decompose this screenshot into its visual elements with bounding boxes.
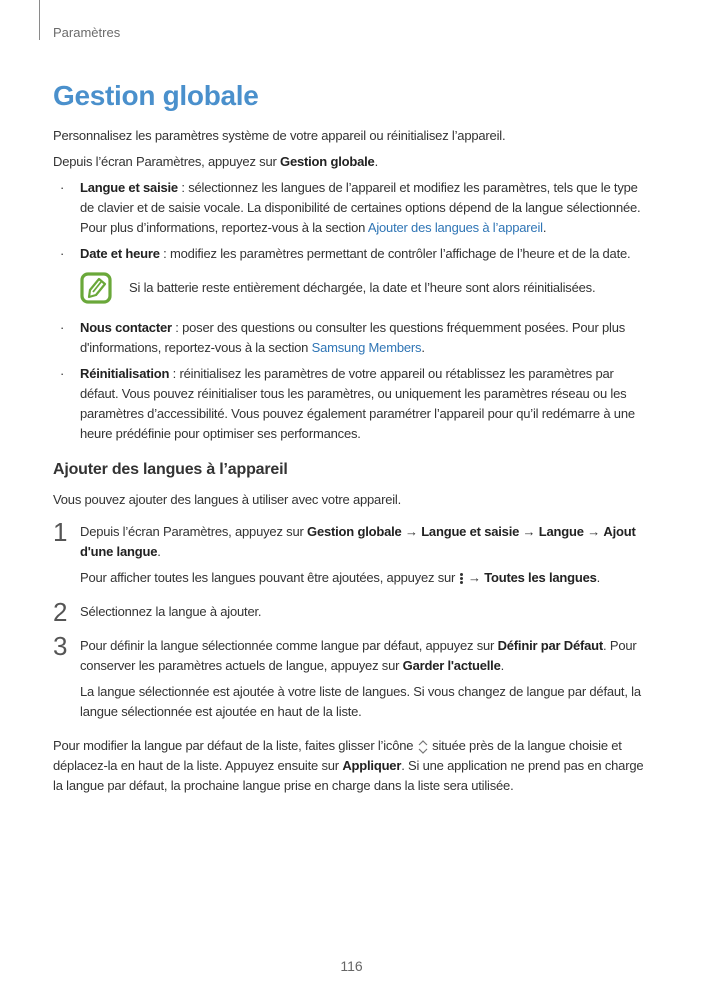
note-pencil-icon [80,272,112,304]
note-text: Si la batterie reste entièrement déchargée, la date et l’heure sont alors réinitialisées. [129,280,596,295]
link-samsung-members[interactable]: Samsung Members [311,340,422,355]
intro-line-2: Depuis l’écran Paramètres, appuyez sur Gestion globale. [53,154,378,169]
bullet-icon: · [60,180,65,195]
list-item-langue-saisie: · Langue et saisie : sélectionnez les langues de l’appareil et modifiez les paramètres, tels que le type de clavier et de saisie vocale. La disponibilité de certaines options dépend de la langue sélectionnée. Pour plus d’informations, reportez-vous à la section Ajouter des langues à l’appareil. [60,180,641,235]
bullet-icon: · [60,366,65,381]
bullet-icon: · [60,246,65,261]
page-content [53,126,653,802]
settings-list [53,178,653,264]
section-heading: Ajouter des langues à l’appareil [53,461,288,478]
step-number: 2 [53,597,68,627]
settings-list-2 [53,318,653,444]
intro-line-1: Personnalisez les paramètres système de votre appareil ou réinitialisez l’appareil. [53,128,506,143]
section-intro: Vous pouvez ajouter des langues à utiliser avec votre appareil. [53,492,402,507]
bullet-icon: · [60,320,65,335]
header-section-label: Paramètres [53,25,121,40]
page-number: 116 [340,958,363,974]
page-title: Gestion globale [53,80,259,111]
step-1: 1 Depuis l’écran Paramètres, appuyez sur Gestion globale → Langue et saisie → Langue → Ajout d'une langue. Pour afficher toutes les langues pouvant être ajoutées, appuyez sur → Toutes les langues. [53,517,636,585]
note-box [80,272,653,304]
section-outro: Pour modifier la langue par défaut de la liste, faites glisser l’icône située près de la langue choisie et déplacez-la en haut de la liste. Appuyez ensuite sur Appliquer. Si une application ne prend pas en charge la langue par défaut, la prochaine langue prise en charge dans la liste sera utilisée. [53,738,644,793]
list-item-date-heure: · Date et heure : modifiez les paramètres permettant de contrôler l’affichage de l’heure et de la date. [53,244,653,264]
menu-ref: Gestion globale [280,154,375,169]
link-ajouter-langues[interactable]: Ajouter des langues à l’appareil [367,220,543,235]
step-number: 1 [53,517,68,547]
list-item-nous-contacter: · Nous contacter : poser des questions ou consulter les questions fréquemment posées. Pour plus d'informations, reportez-vous à la section Samsung Members. [60,320,626,355]
step-2: 2 Sélectionnez la langue à ajouter. [53,597,262,627]
reorder-handle-icon [417,739,429,755]
step-3: 3 Pour définir la langue sélectionnée comme langue par défaut, appuyez sur Définir par Défaut. Pour conserver les paramètres actuels de langue, appuyez sur Garder l'actuelle. La langue sélectionnée est ajoutée à votre liste de langues. Si vous changez de langue par défaut, la langue sélectionnée est ajoutée en haut de la liste. [53,631,641,719]
list-item-reinitialisation: · Réinitialisation : réinitialisez les paramètres de votre appareil ou rétablissez les paramètres par défaut. Vous pouvez réinitialiser tous les paramètres, ou uniquement les paramètres réseau ou les paramètres d’accessibilité. Vous pouvez également paramétrer l’appareil pour qu’il redémarre à une heure prédéfinie pour optimiser ses performances. [60,366,635,441]
step-number: 3 [53,631,68,661]
header-divider [39,0,40,40]
